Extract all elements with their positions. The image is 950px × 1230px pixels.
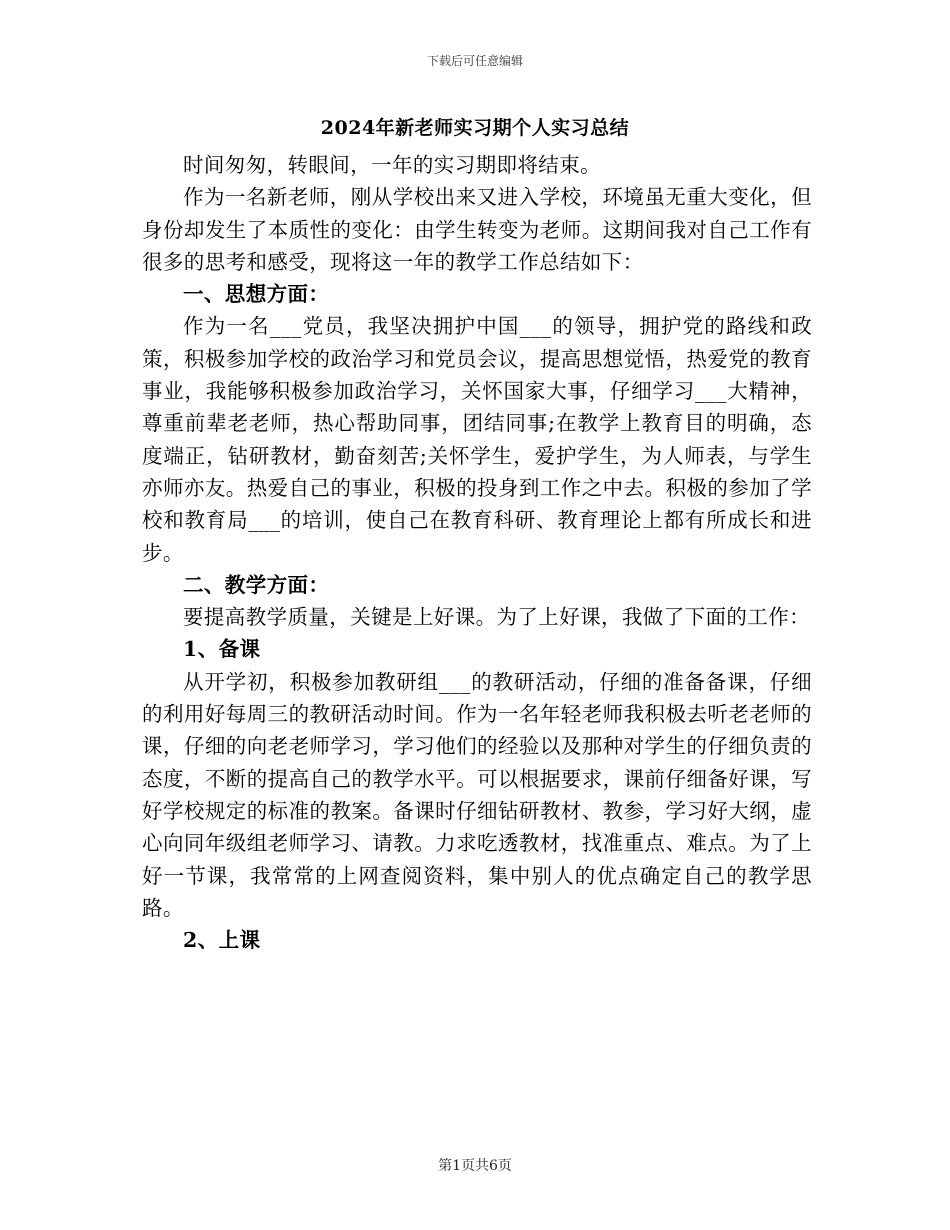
document-title: 2024年新老师实习期个人实习总结 (320, 117, 630, 139)
paragraph-teaching-intro: 要提高教学质量，关键是上好课。为了上好课，我做了下面的工作： (183, 605, 810, 630)
page-number: 第1页共6页 (438, 1158, 512, 1174)
paragraph-background: 作为一名新老师，刚从学校出来又进入学校，环境虽无重大变化，但身份却发生了本质性的变化：由学生转变为老师。这期间我对自己工作有很多的思考和感受，现将这一年的教学工作总结如下： (142, 185, 812, 274)
section-heading-ideology: 一、思想方面： (183, 282, 330, 307)
header-note: 下载后可任意编辑 (426, 54, 523, 68)
paragraph-intro: 时间匆匆，转眼间，一年的实习期即将结束。 (183, 153, 601, 177)
section-heading-teaching: 二、教学方面： (183, 572, 330, 597)
subheading-lesson-prep: 1、备课 (183, 637, 261, 662)
document-body (142, 149, 812, 956)
paragraph-ideology: 作为一名___党员，我坚决拥护中国___的领导，拥护党的路线和政策，积极参加学校的政治学习和党员会议，提高思想觉悟，热爱党的教育事业，我能够积极参加政治学习，关怀国家大事，仔细学习___大精神，尊重前辈老老师，热心帮助同事，团结同事;在教学上教育目的明确，态度端正，钻研教材，勤奋刻苦;关怀学生，爱护学生，为人师表，与学生亦师亦友。热爱自己的事业，积极的投身到工作之中去。积极的参加了学校和教育局___的培训，使自己在教育科研、教育理论上都有所成长和进步。 (142, 314, 812, 565)
paragraph-lesson-prep: 从开学初，积极参加教研组___的教研活动，仔细的准备备课，仔细的利用好每周三的教研活动时间。作为一名年轻老师我积极去听老老师的课，仔细的向老老师学习，学习他们的经验以及那种对学生的仔细负责的态度，不断的提高自己的教学水平。可以根据要求，课前仔细备好课，写好学校规定的标准的教案。备课时仔细钻研教材、教参，学习好大纲，虚心向同年级组老师学习、请教。力求吃透教材，找准重点、难点。为了上好一节课，我常常的上网查阅资料，集中别人的优点确定自己的教学思路。 (142, 669, 812, 920)
subheading-lecturing: 2、上课 (183, 928, 261, 953)
